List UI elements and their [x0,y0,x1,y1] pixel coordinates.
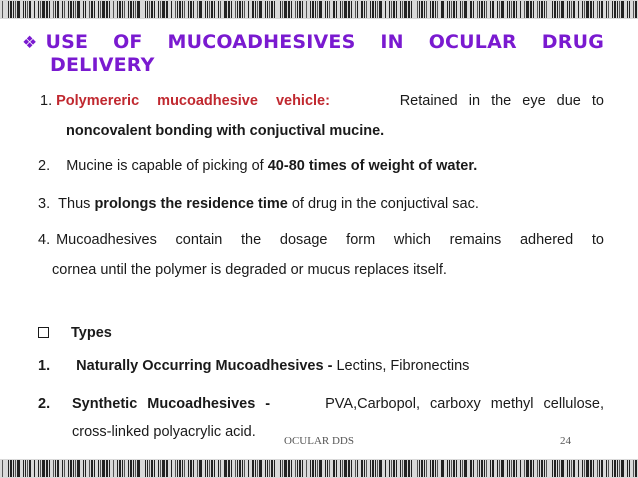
types-heading-row [38,324,112,342]
type-number: 2. [38,396,51,412]
point-1 [40,92,604,110]
page-number: 24 [560,435,571,447]
point-number: 4. [38,232,51,248]
top-decorative-bar [0,0,638,19]
point-4 [38,231,604,249]
bottom-decorative-bar [0,459,638,478]
point-1-heading: Polymereric mucoadhesive vehicle: [56,93,330,109]
point-number: 2. [38,158,51,174]
point-2 [38,157,477,175]
point-3-bold: prolongs the residence time [94,196,288,212]
point-1-text: Retained in the eye due to [399,93,604,109]
type-2-text: PVA,Carbopol, carboxy methyl cellulose, [325,396,604,412]
point-3-text: Thus [58,196,91,212]
title-word: IN [380,31,404,53]
point-4-text: Mucoadhesives contain the dosage form which remains adhered to [56,232,604,248]
footer-title: OCULAR DDS [284,435,354,447]
point-2-bold: 40-80 times of weight of water. [267,158,478,174]
type-2-continuation: cross-linked polyacrylic acid. [72,424,256,440]
title-word: OCULAR [428,31,517,53]
point-2-text: Mucine is capable of picking of [66,158,264,174]
point-1-continuation: noncovalent bonding with conjuctival mucine. [66,123,385,139]
point-number: 1. [40,93,53,109]
checkbox-bullet-icon [38,327,49,338]
type-1-text: Lectins, Fibronectins [336,358,470,374]
title-word: OF [113,31,143,53]
type-1-heading: Naturally Occurring Mucoadhesives - [76,358,333,374]
types-heading: Types [71,325,112,341]
type-2-heading: Synthetic Mucoadhesives - [72,396,271,412]
point-number: 3. [38,196,51,212]
type-2 [38,395,604,413]
point-4-continuation: cornea until the polymer is degraded or mucus replaces itself. [52,262,447,278]
title-word: MUCOADHESIVES [167,31,356,53]
title-word: DRUG [541,31,604,53]
diamond-bullet-icon: ❖ [22,33,38,53]
point-3 [38,195,479,213]
title-line-2: DELIVERY [50,54,155,76]
title-word: USE [45,31,89,53]
slide-title [22,31,604,76]
type-1 [38,357,469,375]
point-3-text-end: of drug in the conjuctival sac. [291,196,479,212]
type-number: 1. [38,358,51,374]
